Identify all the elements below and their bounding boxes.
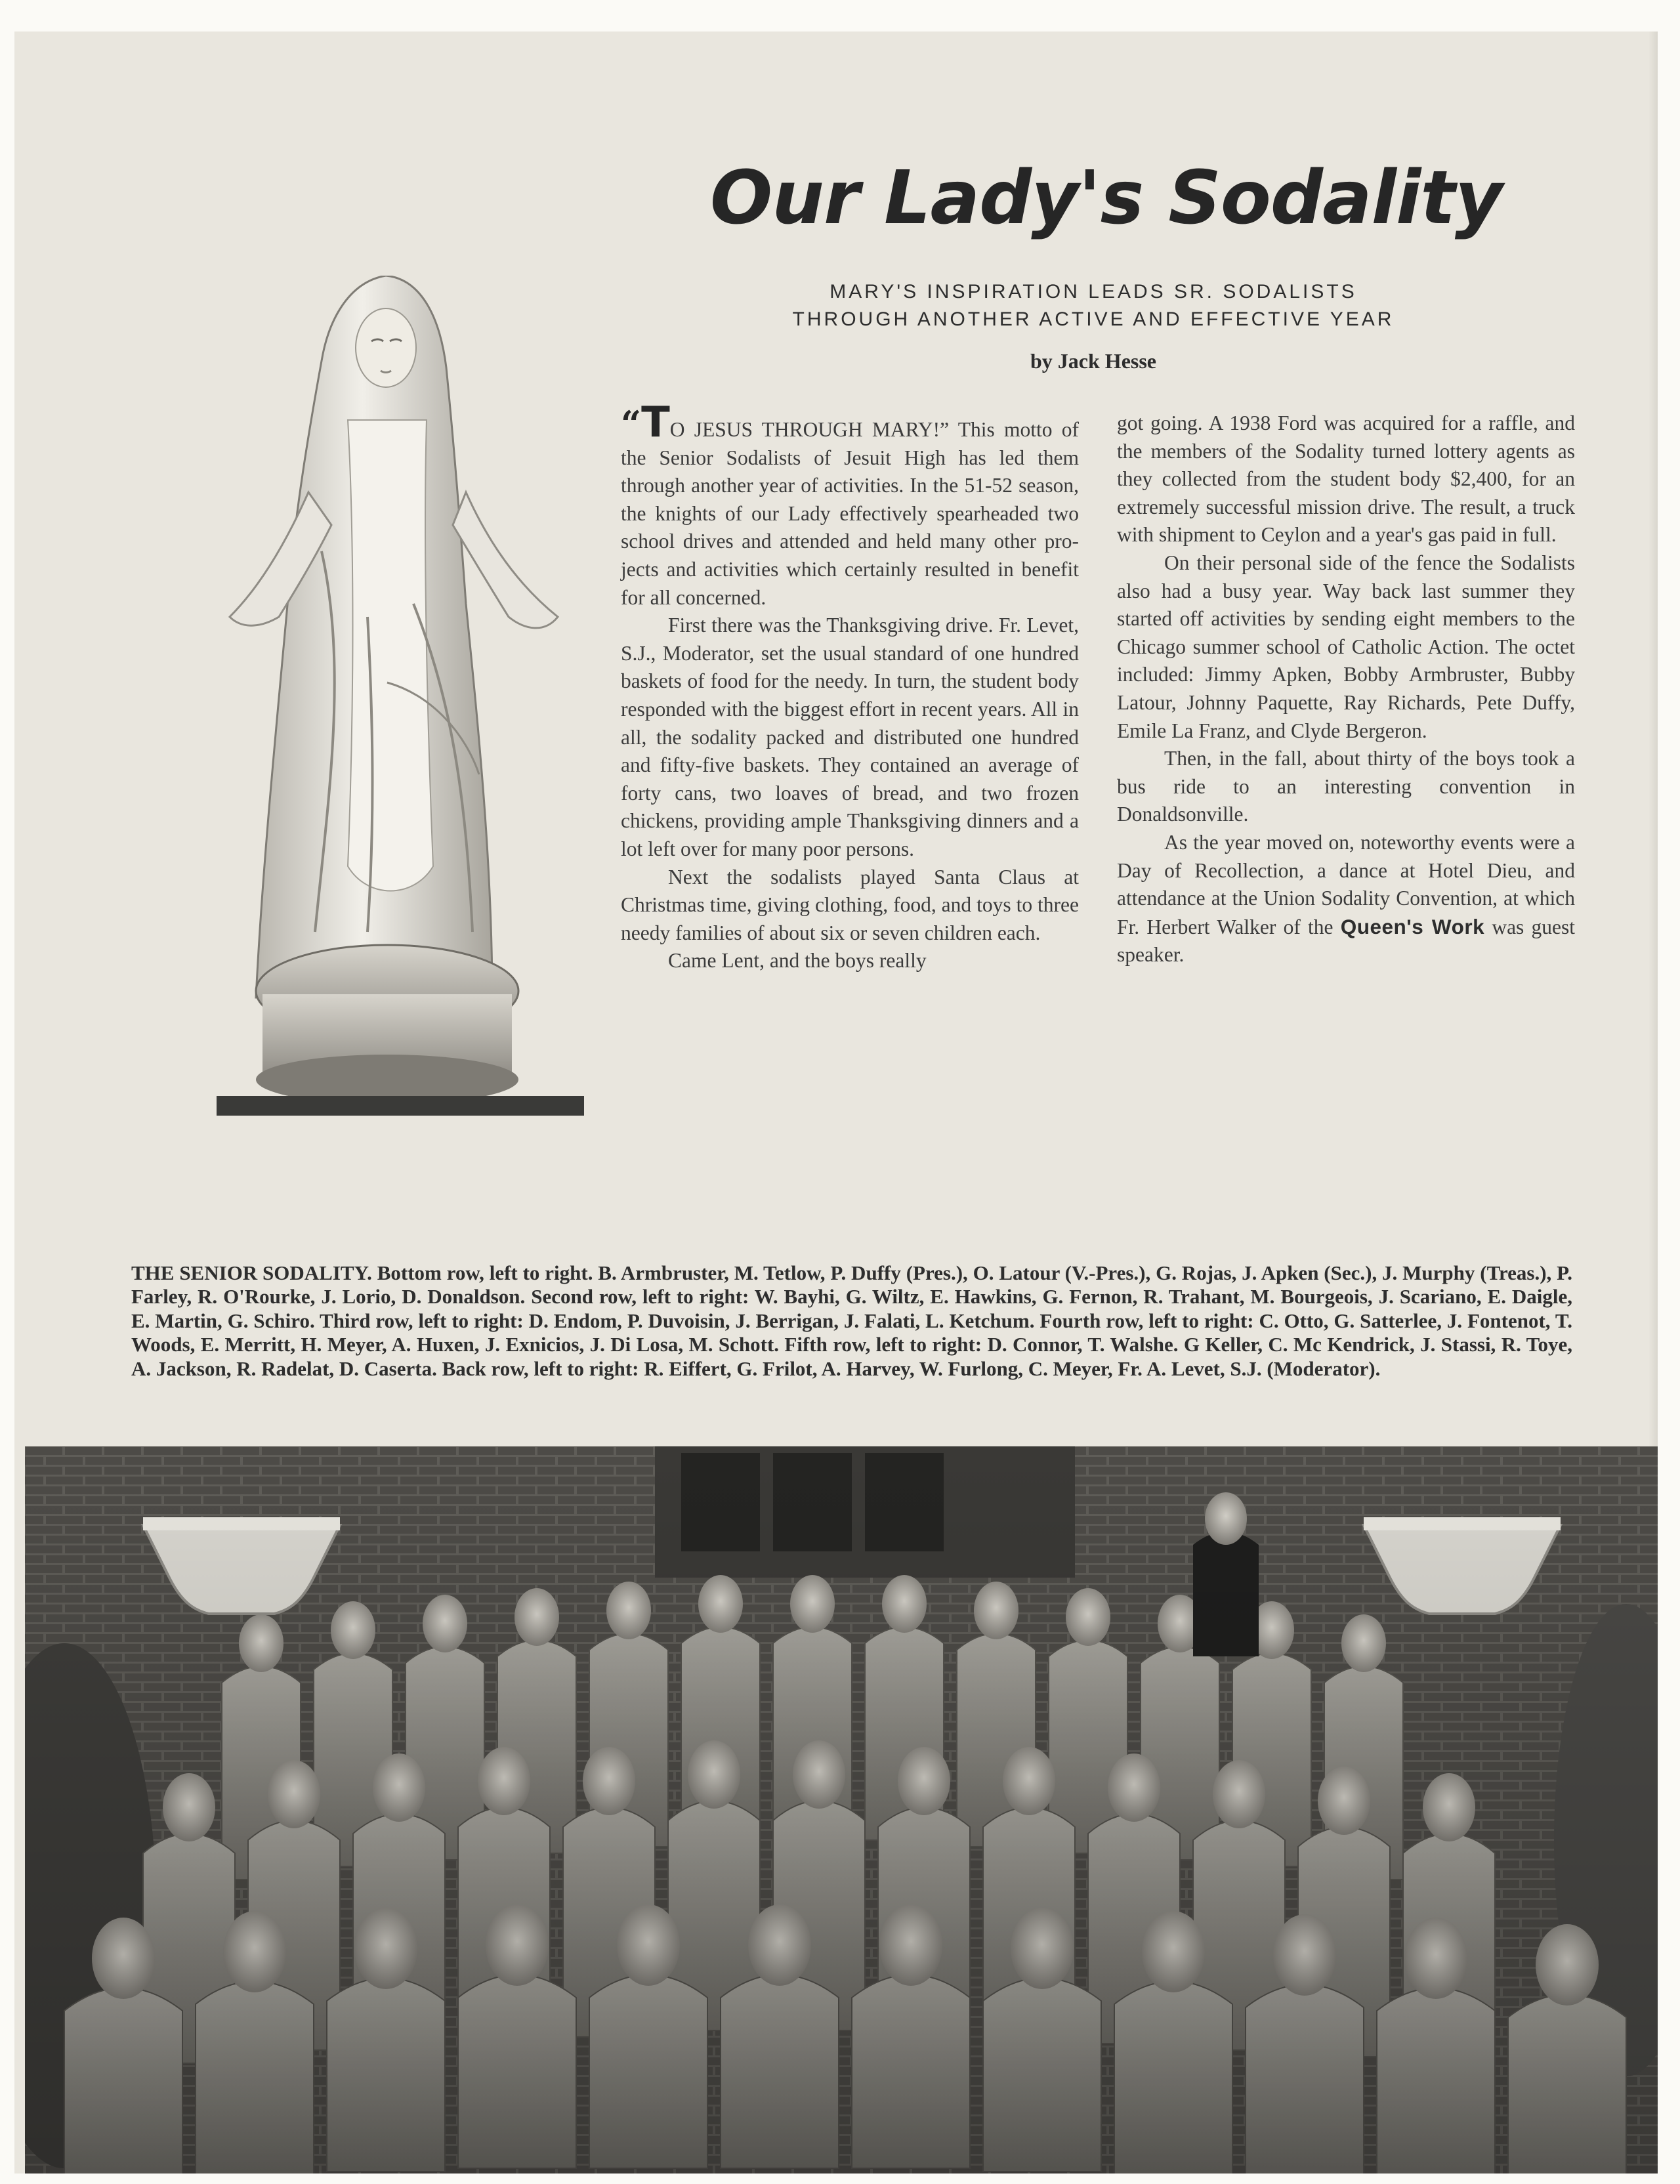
- subtitle-line-1: MARY'S INSPIRATION LEADS SR. SODALISTS: [830, 281, 1357, 303]
- byline: by Jack Hesse: [1030, 349, 1156, 373]
- paragraph-4: Came Lent, and the boys really: [668, 949, 927, 973]
- virgin-mary-statue-photo: [217, 276, 584, 1116]
- paragraph-7: Then, in the fall, about thirty of the boys took a bus ride to an interesting convention in Donaldsonville.: [1117, 747, 1575, 826]
- drop-cap: T: [641, 398, 670, 447]
- paragraph-8: [1117, 829, 1575, 969]
- article-column-1: [621, 398, 1079, 975]
- paragraph-8-text: As the year moved on, noteworthy events were a Day of Recollection, a dance at Hotel Dieu, and attendance at the Union Sodality Convention, at which Fr. Herbert Walker of the: [1117, 830, 1575, 938]
- paragraph-6: On their personal side of the fence the Sodalists also had a busy year. Way back last summer they started off activities by sending eight members to the Chicago summer school of Catholic Action. The octet included: Jimmy Apken, Bobby Armbruster, Bubby Latour, Johnny Paquette, Ray Richards, Pete Duffy, Emile La Franz, and Clyde Bergeron.: [1117, 551, 1575, 742]
- paragraph-5: got going. A 1938 Ford was acquired for a raffle, and the members of the Sodality turned lottery agents as they collected from the student body $2,400, for an extremely successful mission drive. The result, a truck with shipment to Ceylon and a year's gas paid in full.: [1117, 411, 1575, 547]
- paragraph-3: Next the sodalists played Santa Claus at Christmas time, giving clothing, food, and toys to three needy families of about six or seven children each.: [621, 865, 1079, 944]
- photo-caption: THE SENIOR SODALITY. Bottom row, left to right. B. Armbruster, M. Tetlow, P. Duffy (Pres.), O. Latour (V.-Pres.), G. Rojas, J. Apken (Sec.), J. Murphy (Treas.), P. Farley, R. O'Rourke, J. Lorio, D. Donaldson. Second row, left to right: W. Bayhi, G. Wiltz, E. Hawkins, G. Fernon, R. Trahant, M. Bourgeois, J. Scariano, E. Daigle, E. Martin, G. Schiro. Third row, left to right: D. Endom, P. Duvoisin, J. Berrigan, J. Falati, L. Ketchum. Fourth row, left to right: C. Otto, G. Satterlee, J. Fontenot, T. Woods, E. Merritt, H. Meyer, A. Huxen, J. Exnicios, J. Di Losa, M. Schott. Fifth row, left to right: D. Connor, T. Walshe. G Keller, C. Mc Kendrick, J. Stassi, R. Toye, A. Jackson, R. Radelat, D. Caserta. Back row, left to right: R. Eiffert, G. Frilot, A. Harvey, W. Furlong, C. Meyer, Fr. A. Levet, S.J. (Moderator).: [131, 1261, 1572, 1380]
- paragraph-8-end: was guest speaker.: [1117, 915, 1576, 967]
- article-title: Our Lady's Sodality: [710, 156, 1502, 241]
- paragraph-2: First there was the Thanksgiving drive. Fr. Levet, S.J., Moderator, set the usual standard of one hundred baskets of food for the needy. In turn, the student body responded with the biggest effort in recent years. All in all, the sodality packed and distributed one hundred and fifty-five baskets. They contained an average of forty cans, two loaves of bread, and two frozen chickens, providing ample Thanksgiving dinners and a lot left over for many poor persons.: [621, 614, 1079, 860]
- article-column-2: [1117, 410, 1575, 969]
- paragraph-1: [621, 398, 1079, 612]
- article-subtitle: [696, 278, 1491, 333]
- group-photo: [25, 1446, 1658, 2174]
- queens-work-emphasis: Queen's Work: [1340, 914, 1485, 938]
- paragraph-1-text: O JESUS THROUGH MARY!” This motto of the Senior Sodalists of Jesuit High has led them through another year of activities. In the 51-52 season, the knights of our Lady effectively spearheaded two school drives and attended and held many other projects and activities which certainly resulted in benefit for all concerned.: [621, 418, 1079, 609]
- subtitle-line-2: THROUGH ANOTHER ACTIVE AND EFFECTIVE YEAR: [792, 308, 1395, 330]
- opening-quote-mark: “: [621, 403, 642, 445]
